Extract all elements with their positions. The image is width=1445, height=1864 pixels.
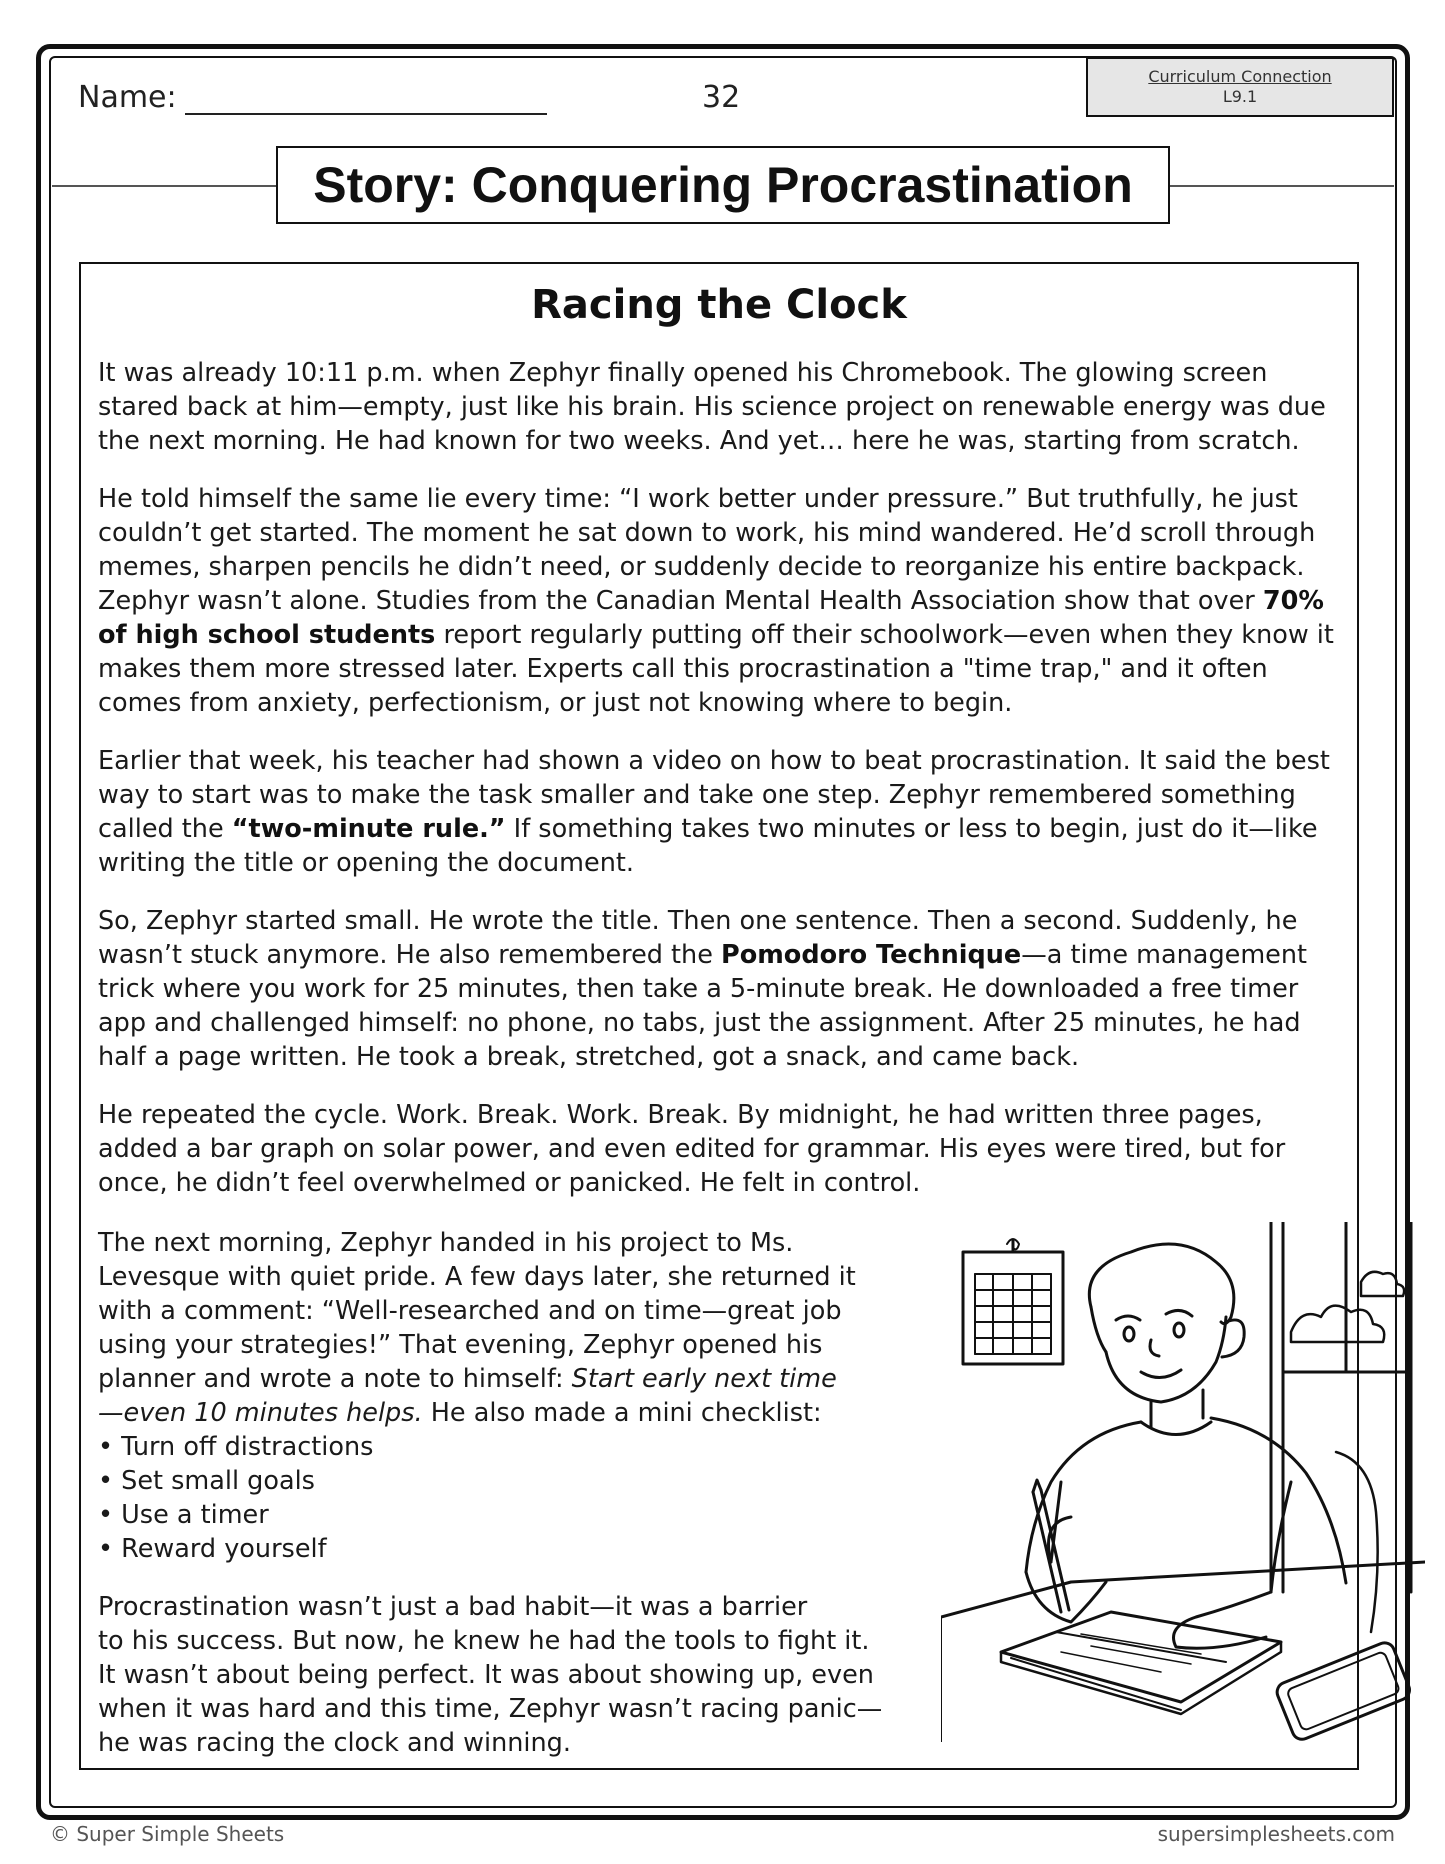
- student-figure: [1026, 1244, 1378, 1648]
- bold-stat: 70% of high school students: [98, 586, 1324, 650]
- paragraph-7-line: Procrastination wasn’t just a bad habit—it was a barrier: [98, 1592, 808, 1622]
- footer-website[interactable]: supersimplesheets.com: [1157, 1822, 1395, 1846]
- paragraph-4: So, Zephyr started small. He wrote the title. Then one sentence. Then a second. Suddenly, he wasn’t stuck anymore. He also remembered the Pomodoro Technique—a time management trick where you work for 25 minutes, then take a 5-minute break. He downloaded a free timer app and challenged himself: no phone, no tabs, just the assignment. After 25 minutes, he had half a page written. He took a break, stretched, got a snack, and came back.: [98, 906, 1308, 1072]
- checklist-item: • Turn off distractions: [98, 1432, 374, 1462]
- paragraph-2: He told himself the same lie every time: “I work better under pressure.” But truthfully, he just couldn’t get started. The moment he sat down to work, his mind wandered. He’d scroll through memes, sharpen pencils he didn’t need, or suddenly decide to reorganize his entire backpack. Zephyr wasn’t alone. Studies from the Canadian Mental Health Association show that over 70% of high school students report regularly putting off their schoolwork—even when they know it makes them more stressed later. Experts call this procrastination a "time trap," and it often comes from anxiety, perfectionism, or just not knowing where to begin.: [98, 484, 1334, 718]
- paragraph-7-line: to his success. But now, he knew he had the tools to fight it.: [98, 1626, 870, 1656]
- bold-two-minute-rule: “two-minute rule.”: [231, 814, 506, 844]
- checklist: [98, 1430, 798, 1566]
- name-line[interactable]: [185, 87, 547, 115]
- story-box: [79, 262, 1359, 1770]
- curriculum-code: L9.1: [1222, 87, 1258, 106]
- paragraph-7: [98, 1590, 898, 1760]
- notebook-icon: [1001, 1612, 1281, 1714]
- paragraph-5: He repeated the cycle. Work. Break. Work. Break. By midnight, he had written three pages, added a bar graph on solar power, and even edited for grammar. His eyes were tired, but for once, he didn’t feel overwhelmed or panicked. He felt in control.: [98, 1100, 1286, 1198]
- student-illustration: [941, 1222, 1425, 1742]
- paragraph-3: Earlier that week, his teacher had shown a video on how to beat procrastination. It said the best way to start was to make the task smaller and take one step. Zephyr remembered something called the “two-minute rule.” If something takes two minutes or less to begin, just do it—like writing the title or opening the document.: [98, 746, 1330, 878]
- paragraph-7-line: he was racing the clock and winning.: [98, 1728, 571, 1758]
- page-title: Story: Conquering Procrastination: [276, 146, 1170, 224]
- window-icon: [1271, 1222, 1411, 1592]
- desk-icon: [941, 1562, 1425, 1742]
- checklist-item: • Set small goals: [98, 1466, 315, 1496]
- checklist-item: • Use a timer: [98, 1500, 269, 1530]
- bold-pomodoro: Pomodoro Technique: [721, 940, 1022, 970]
- name-label: Name:: [78, 80, 177, 115]
- italic-note: Start early next time—even 10 minutes helps.: [98, 1364, 837, 1428]
- story-heading: Racing the Clock: [531, 282, 907, 328]
- paragraph-1: It was already 10:11 p.m. when Zephyr finally opened his Chromebook. The glowing screen stared back at him—empty, just like his brain. His science project on renewable energy was due the next morning. He had known for two weeks. And yet… here he was, starting from scratch.: [98, 358, 1326, 456]
- title-rule-left: [52, 185, 276, 187]
- phone-icon: [1274, 1640, 1412, 1742]
- checklist-item: • Reward yourself: [98, 1534, 327, 1564]
- calendar-icon: [963, 1239, 1063, 1364]
- paragraph-6: The next morning, Zephyr handed in his project to Ms. Levesque with quiet pride. A few days later, she returned it with a comment: “Well-researched and on time—great job using your strategies!” That evening, Zephyr opened his planner and wrote a note to himself: Start early next time—even 10 minutes helps. He also made a mini checklist:: [98, 1228, 856, 1428]
- curriculum-title: Curriculum Connection: [1148, 67, 1332, 86]
- paragraph-7-line: when it was hard and this time, Zephyr wasn’t racing panic—: [98, 1694, 883, 1724]
- curriculum-connection: [1086, 57, 1394, 117]
- page-number: 32: [702, 80, 741, 115]
- footer-copyright: © Super Simple Sheets: [50, 1822, 285, 1846]
- paragraph-7-line: It wasn’t about being perfect. It was about showing up, even: [98, 1660, 874, 1690]
- name-field[interactable]: [78, 80, 547, 115]
- title-rule-right: [1170, 185, 1394, 187]
